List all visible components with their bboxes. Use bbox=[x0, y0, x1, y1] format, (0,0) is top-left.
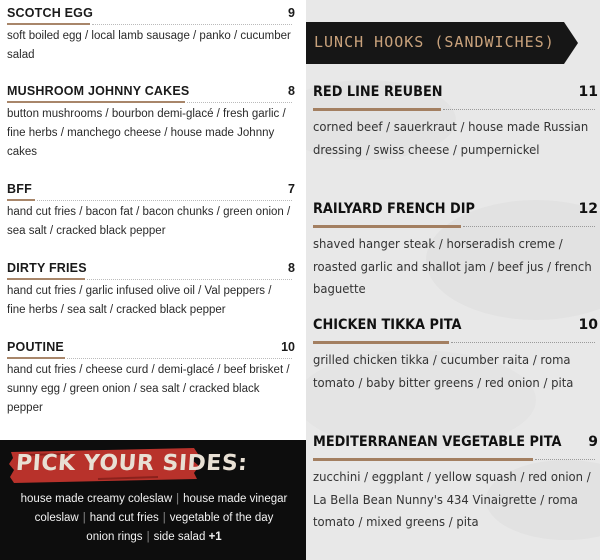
menu-item-chicken-tikka-pita bbox=[313, 313, 598, 394]
menu-item-description: hand cut fries / bacon fat / bacon chunks / green onion / sea salt / cracked black pepper bbox=[7, 206, 291, 237]
menu-item-name: POUTINE bbox=[7, 340, 64, 354]
menu-item-price: 8 bbox=[288, 84, 295, 98]
menu-item-name: RAILYARD FRENCH DIP bbox=[313, 201, 475, 217]
menu-item-name: MEDITERRANEAN VEGETABLE PITA bbox=[313, 434, 562, 450]
accent-rule bbox=[7, 101, 185, 103]
sides-list bbox=[6, 490, 302, 547]
accent-rule bbox=[313, 225, 461, 228]
accent-rule bbox=[7, 23, 90, 25]
dotted-rule bbox=[87, 279, 292, 281]
menu-item-header bbox=[313, 430, 598, 462]
menu-item-price: 11 bbox=[578, 84, 598, 100]
accent-rule bbox=[313, 458, 533, 461]
side-item: onion rings bbox=[86, 531, 143, 543]
menu-item-price: 8 bbox=[288, 261, 295, 275]
menu-item-description: button mushrooms / bourbon demi-glacé / fresh garlic / fine herbs / manchego cheese / house made Johnny cakes bbox=[7, 108, 286, 158]
menu-item-description: shaved hanger steak / horseradish creme / roasted garlic and shallot jam / beef jus / french baguette bbox=[313, 236, 592, 296]
menu-item-red-line-reuben bbox=[313, 80, 598, 161]
dotted-rule bbox=[187, 102, 292, 104]
menu-item-dirty-fries bbox=[7, 259, 295, 320]
accent-rule bbox=[7, 357, 65, 359]
separator: | bbox=[82, 512, 86, 524]
side-item: vegetable of the day bbox=[169, 512, 274, 524]
menu-item-header bbox=[7, 82, 295, 104]
dotted-rule bbox=[443, 109, 595, 111]
menu-item-name: MUSHROOM JOHNNY CAKES bbox=[7, 84, 190, 98]
dotted-rule bbox=[451, 342, 595, 344]
menu-item-mushroom-johnny-cakes bbox=[7, 82, 295, 162]
menu-item-name: SCOTCH EGG bbox=[7, 6, 94, 20]
menu-item-header bbox=[7, 4, 295, 26]
accent-rule bbox=[313, 108, 441, 111]
right-column bbox=[306, 0, 600, 560]
dotted-rule bbox=[67, 358, 292, 360]
menu-item-header bbox=[7, 259, 295, 281]
dotted-rule bbox=[535, 459, 595, 461]
sides-title: PICK YOUR SIDES: bbox=[15, 451, 249, 476]
menu-item-header bbox=[7, 338, 295, 360]
menu-item-name: CHICKEN TIKKA PITA bbox=[313, 317, 462, 333]
separator: | bbox=[176, 493, 180, 505]
menu-item-name: RED LINE REUBEN bbox=[313, 84, 443, 100]
menu-item-poutine bbox=[7, 338, 295, 418]
side-item: side salad bbox=[153, 531, 206, 543]
appetizer-list bbox=[0, 0, 306, 440]
section-title: LUNCH HOOKS (SANDWICHES) bbox=[314, 33, 555, 51]
menu-item-description: zucchini / eggplant / yellow squash / red onion / La Bella Bean Nunny's 434 Vinaigrette / roma tomato / mixed greens / pita bbox=[313, 469, 591, 529]
menu-item-description: hand cut fries / garlic infused olive oil / Val peppers / fine herbs / sea salt / cracked black pepper bbox=[7, 285, 272, 316]
menu-item-price: 9 bbox=[288, 6, 295, 20]
dotted-rule bbox=[37, 200, 292, 202]
menu-item-railyard-french-dip bbox=[313, 197, 598, 301]
side-item: house made creamy coleslaw bbox=[20, 493, 173, 505]
menu-item-header bbox=[313, 80, 598, 112]
accent-rule bbox=[7, 199, 35, 201]
menu-item-price: 10 bbox=[578, 317, 598, 333]
menu-item-description: corned beef / sauerkraut / house made Russian dressing / swiss cheese / pumpernickel bbox=[313, 119, 589, 157]
menu-item-price: 10 bbox=[281, 340, 295, 354]
menu-item-mediterranean-vegetable-pita bbox=[313, 430, 598, 534]
menu-item-header bbox=[313, 313, 598, 345]
sides-title-banner bbox=[8, 442, 249, 486]
sides-section bbox=[0, 440, 306, 560]
menu-item-scotch-egg bbox=[7, 4, 295, 65]
accent-rule bbox=[7, 278, 85, 280]
dotted-rule bbox=[92, 24, 292, 26]
dotted-rule bbox=[463, 226, 595, 228]
menu-item-description: soft boiled egg / local lamb sausage / panko / cucumber salad bbox=[7, 30, 291, 61]
menu-item-description: grilled chicken tikka / cucumber raita / roma tomato / baby bitter greens / red onion / pita bbox=[313, 352, 574, 390]
side-item: house made vinegar coleslaw bbox=[34, 493, 288, 524]
menu-item-header bbox=[7, 180, 295, 202]
menu-item-description: hand cut fries / cheese curd / demi-glacé / beef brisket / sunny egg / green onion / sea salt / cracked black pepper bbox=[7, 364, 290, 414]
side-surcharge: +1 bbox=[208, 531, 222, 543]
side-item: hand cut fries bbox=[89, 512, 159, 524]
menu-item-name: DIRTY FRIES bbox=[7, 261, 87, 275]
menu-item-price: 12 bbox=[578, 201, 598, 217]
menu-item-bff bbox=[7, 180, 295, 241]
menu-item-price: 9 bbox=[588, 434, 598, 450]
menu-item-name: BFF bbox=[7, 182, 32, 196]
menu-item-header bbox=[313, 197, 598, 229]
separator: | bbox=[162, 512, 166, 524]
menu-item-price: 7 bbox=[288, 182, 295, 196]
accent-rule bbox=[313, 341, 449, 344]
separator: | bbox=[146, 531, 150, 543]
